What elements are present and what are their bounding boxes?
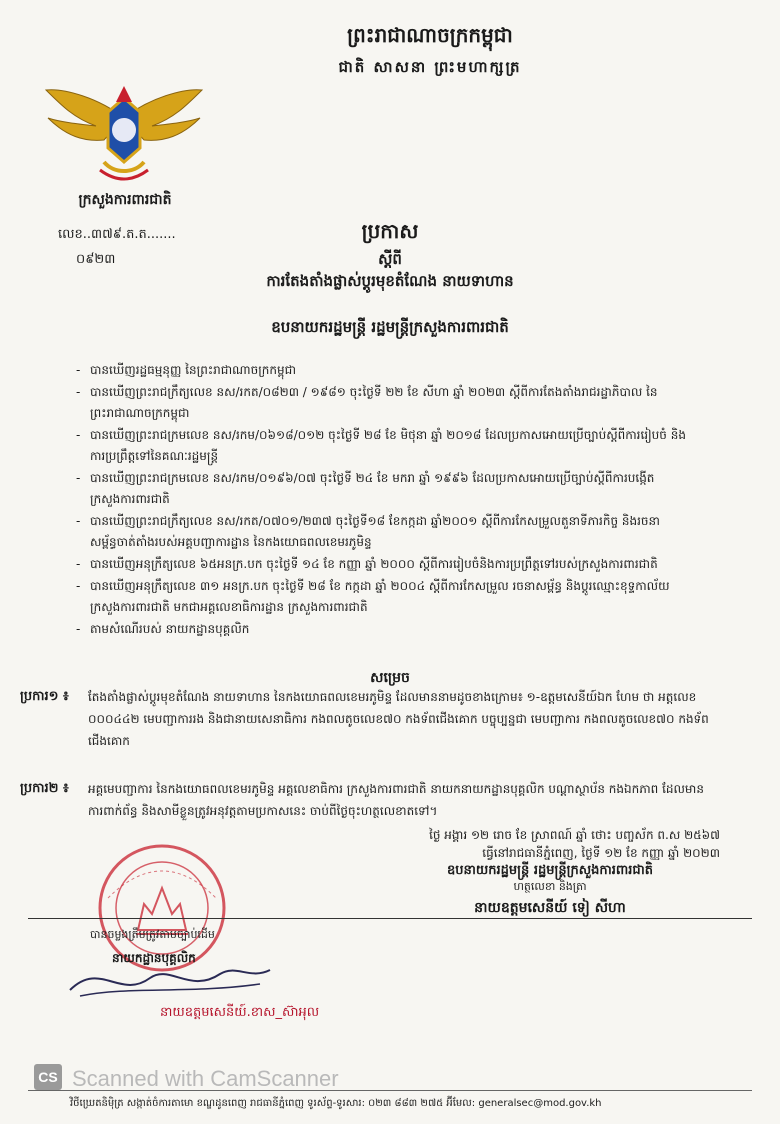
article-2: [20, 778, 710, 822]
camscanner-logo-icon: CS: [34, 1064, 62, 1090]
solar-date: ធ្វើនៅរាជធានីភ្នំពេញ, ថ្ងៃទី ១២ ខែ កញ្ញា ឆ្នាំ ២០២៣: [482, 846, 720, 860]
reference-item: - បានឃើញព្រះរាជក្រឹត្យលេខ នស/រកត/០៨២៣ / ១៩៨១ ចុះថ្ងៃទី ២២ ខែ សីហា ឆ្នាំ ២០២៣ ស្ដីពីការតែងតាំងរាជរដ្ឋាភិបាល នៃព្រះរាជាណាចក្រកម្ពុជា: [76, 382, 686, 424]
divider: [28, 918, 752, 919]
signature-note: ហត្ថលេខា និងត្រា: [513, 880, 587, 893]
about-label: ស្ដីពី: [378, 250, 402, 268]
legal-references: [76, 360, 686, 641]
issuing-authority: ឧបនាយករដ្ឋមន្ត្រី រដ្ឋមន្ត្រីក្រសួងការពារជាតិ: [271, 318, 509, 336]
reference-item: - បានឃើញព្រះរាជក្រមលេខ នស/រកម/០១៩៦/០៧ ចុះថ្ងៃទី ២៤ ខែ មករា ឆ្នាំ ១៩៩៦ ដែលប្រកាសអោយប្រើច្បាប់ស្ដីពីការបង្កើត ក្រសួងការពារជាតិ: [76, 468, 686, 510]
scanner-watermark: [72, 1066, 412, 1092]
date-block: [380, 826, 720, 862]
decision-heading: សម្រេច: [370, 670, 410, 686]
document-subject: ការតែងតាំងផ្លាស់ប្ដូរមុខតំណែង នាយទាហាន: [266, 272, 514, 290]
certifier-name: នាយឧត្តមសេនីយ៍.ខាស_ស៊ាអុល: [160, 1005, 320, 1020]
footer-address: វិថីឃ្រេតនិម៉ិត្រ សង្កាត់ចំការតាមោ ខណ្ឌដូនពេញ រាជធានីភ្នំពេញ ទូរស័ព្ទ-ទូរសារ: ០២៣ ៨៨៣ ២៧៥ អ៊ីមែល: generalsec@mod.gov.kh: [70, 1098, 602, 1109]
kingdom-heading: ព្រះរាជាណាចក្រកម្ពុជា: [347, 23, 513, 47]
reference-item: - បានឃើញព្រះរាជក្រឹត្យលេខ នស/រកត/០៧០១/២៣៧ ចុះថ្ងៃទី១៨ ខែកក្កដា ឆ្នាំ២០០១ ស្ដីពីការកែសម្រួលតួនាទីភារកិច្ច និងរចនាសម្ព័ន្ធចាត់តាំងរបស់អគ្គបញ្ជាការដ្ឋាន នៃកងយោធពលខេមរភូមិន្ទ: [76, 511, 686, 553]
ministry-emblem-icon: [44, 78, 204, 188]
reference-item: - បានឃើញព្រះរាជក្រមលេខ នស/រកម/០៦១៨/០១២ ចុះថ្ងៃទី ២៨ ខែ មិថុនា ឆ្នាំ ២០១៨ ដែលប្រកាសអោយប្រើច្បាប់ស្ដីពីការរៀបចំ និងការប្រព្រឹត្តទៅនៃគណៈរដ្ឋមន្ត្រី: [76, 425, 686, 467]
footer-divider: [28, 1090, 752, 1091]
lunar-date: ថ្ងៃ អង្គារ ១២ រោច ខែ ស្រាពណ៍ ឆ្នាំ ថោះ បញ្ចស័ក ព.ស ២៥៦៧: [429, 828, 720, 842]
watermark-text: Scanned with CamScanner: [72, 1066, 339, 1091]
article-label: ប្រការ១ ៖: [20, 689, 69, 704]
reference-item: - បានឃើញអនុក្រឹត្យលេខ ៣១ អនក្រ.បក ចុះថ្ងៃទី ២៨ ខែ កក្កដា ឆ្នាំ ២០០៤ ស្ដីពីការកែសម្រួល រចនាសម្ព័ន្ធ និងប្ដូរឈ្មោះខុទ្ទកាល័យ ក្រសួងការពារជាតិ មកជាអគ្គលេខាធិការដ្ឋាន ក្រសួងការពារជាតិ: [76, 576, 686, 618]
reference-item: - បានឃើញរដ្ឋធម្មនុញ្ញ នៃព្រះរាជាណាចក្រកម្ពុជា: [76, 360, 686, 381]
certifying-unit: នាយកដ្ឋានបុគ្គលិក: [112, 951, 196, 965]
reference-number: ០៩២៣: [76, 252, 116, 267]
article-text: អគ្គមេបញ្ជាការ នៃកងយោធពលខេមរភូមិន្ទ អគ្គលេខាធិការ ក្រសួងការពារជាតិ នាយកនាយកដ្ឋានបុគ្គលិក បណ្ដាស្ថាប័ន កងឯកភាព ដែលមានការពាក់ព័ន្ធ និងសាមីខ្លួនត្រូវអនុវត្តតាមប្រកាសនេះ ចាប់ពីថ្ងៃចុះហត្ថលេខាតទៅ។: [88, 782, 704, 818]
signatory-title: ឧបនាយករដ្ឋមន្ត្រី រដ្ឋមន្ត្រីក្រសួងការពារជាតិ: [447, 863, 653, 878]
document-type: ប្រកាស: [361, 219, 419, 243]
issuing-ministry: ក្រសួងការពារជាតិ: [78, 192, 172, 208]
certified-copy-label: បានចម្លងត្រឹមត្រូវតាមច្បាប់ដើម: [90, 928, 215, 941]
article-label: ប្រការ២ ៖: [20, 781, 69, 796]
article-text: តែងតាំងផ្លាស់ប្ដូរមុខតំណែង នាយទាហាន នៃកងយោធពលខេមរភូមិន្ទ ដែលមាននាមដូចខាងក្រោម៖ ១-ឧត្តមសេនីយ៍ឯក ហែម ថា អត្តលេខ ០០០៤៤២ មេបញ្ជាការរង និងជានាយសេនាធិការ កងពលតូចលេខ៧០ កងទ័ពជើងគោក បច្ចុប្បន្នជា មេបញ្ជាការ កងពលតូចលេខ៧០ កងទ័ពជើងគោក: [88, 690, 709, 748]
reference-item: - បានឃើញអនុក្រឹត្យលេខ ៦៥អនក្រ.បក ចុះថ្ងៃទី ១៤ ខែ កញ្ញា ឆ្នាំ ២០០០ ស្ដីពីការរៀបចំនិងការប្រព្រឹត្តទៅរបស់ក្រសួងការពារជាតិ: [76, 554, 686, 575]
reference-line: លេខ..៣៧៩.ត.ត.......: [58, 227, 176, 242]
signatory-name: នាយឧត្តមសេនីយ៍ ទៀ សីហា: [474, 900, 626, 916]
article-1: [20, 686, 710, 752]
national-motto: ជាតិ សាសនា ព្រះមហាក្សត្រ: [338, 58, 522, 76]
reference-item: - តាមសំណើរបស់ នាយកដ្ឋានបុគ្គលិក: [76, 619, 686, 640]
